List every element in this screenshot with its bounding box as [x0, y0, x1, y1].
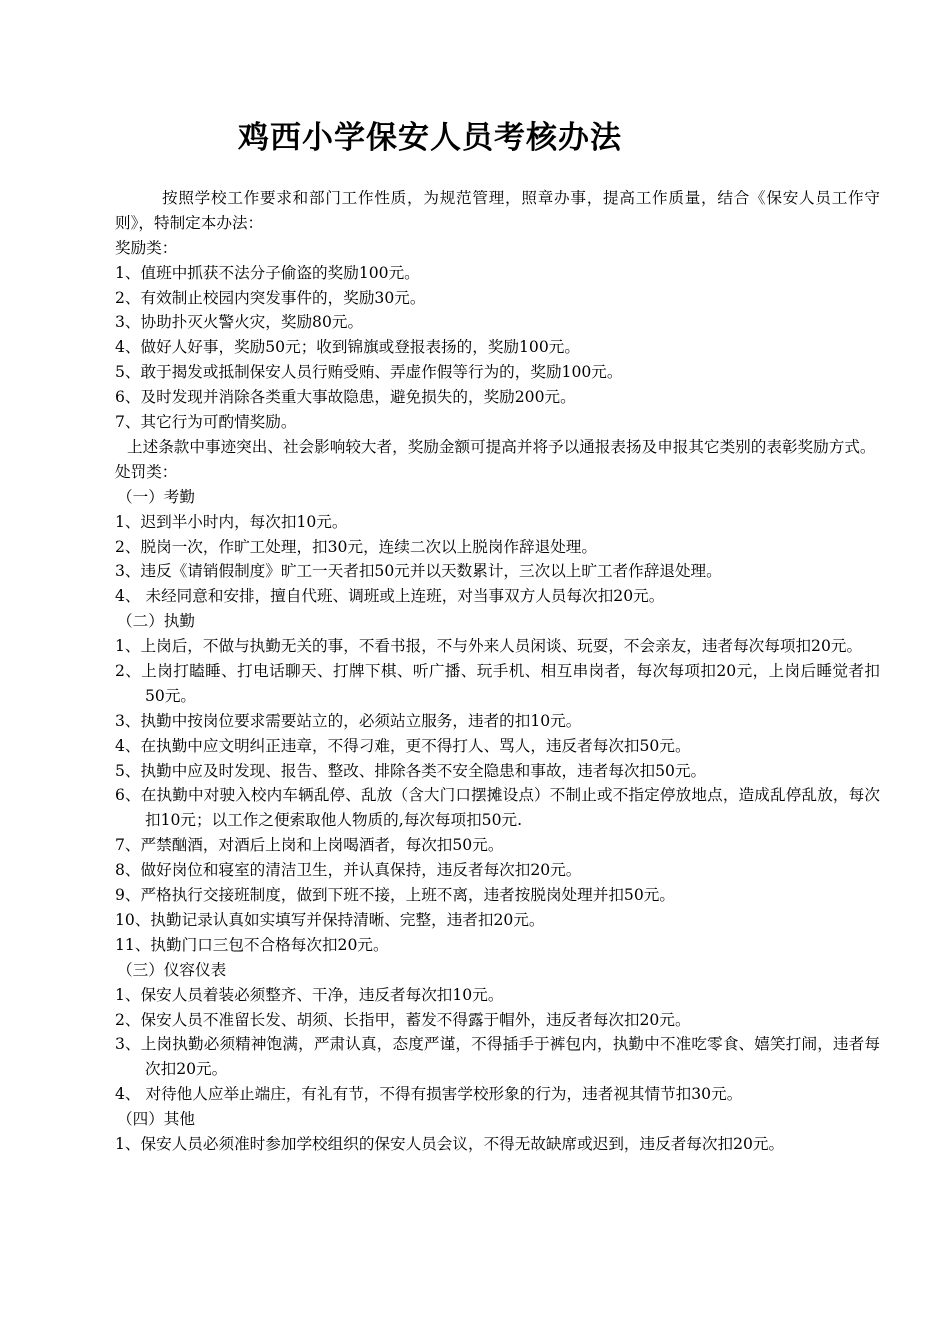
penalty-item: 3、上岗执勤必须精神饱满，严肃认真，态度严谨，不得插手于裤包内，执勤中不准吃零食、嬉笑打闹，违者每次扣20元。 [115, 1035, 880, 1079]
reward-item: 5、敢于揭发或抵制保安人员行贿受贿、弄虚作假等行为的，奖励100元。 [115, 363, 623, 382]
penalty-item: 1、保安人员着装必须整齐、干净，违反者每次扣10元。 [115, 985, 504, 1004]
penalty-item: 11、执勤门口三包不合格每次扣20元。 [115, 935, 389, 954]
reward-heading: 奖励类： [115, 238, 178, 257]
penalty-item: 2、脱岗一次，作旷工处理，扣30元，连续二次以上脱岗作辞退处理。 [115, 537, 597, 556]
penalty-item: 8、做好岗位和寝室的清洁卫生，并认真保持，违反者每次扣20元。 [115, 861, 582, 880]
penalty-item: 3、执勤中按岗位要求需要站立的，必须站立服务，违者的扣10元。 [115, 711, 582, 730]
reward-item: 4、做好人好事，奖励50元；收到锦旗或登报表扬的，奖励100元。 [115, 338, 580, 357]
penalty-item: 4、在执勤中应文明纠正违章，不得刁难，更不得打人、骂人，违反者每次扣50元。 [115, 736, 691, 755]
reward-item: 1、值班中抓获不法分子偷盗的奖励100元。 [115, 263, 420, 282]
penalty-item: 10、执勤记录认真如实填写并保持清晰、完整，违者扣20元。 [115, 910, 545, 929]
penalty-item: 2、保安人员不准留长发、胡须、长指甲，蓄发不得露于帽外，违反者每次扣20元。 [115, 1010, 691, 1029]
penalty-item: 9、严格执行交接班制度，做到下班不接，上班不离，违者按脱岗处理并扣50元。 [115, 886, 675, 905]
reward-item: 7、其它行为可酌情奖励。 [115, 413, 297, 432]
penalty-item: 2、上岗打瞌睡、打电话聊天、打牌下棋、听广播、玩手机、相互串岗者，每次每项扣20元，上岗后睡觉者扣50元。 [115, 661, 880, 705]
penalty-item: 7、严禁酗酒，对酒后上岗和上岗喝酒者，每次扣50元。 [115, 836, 504, 855]
section-title-attendance: （一）考勤 [117, 487, 195, 506]
penalty-item: 3、违反《请销假制度》旷工一天者扣50元并以天数累计，三次以上旷工者作辞退处理。 [115, 562, 722, 581]
document-title: 鸡西小学保安人员考核办法 [238, 120, 622, 156]
penalty-item: 1、保安人员必须准时参加学校组织的保安人员会议，不得无故缺席或迟到，违反者每次扣20元。 [115, 1135, 785, 1153]
penalty-item: 4、 对待他人应举止端庄，有礼有节，不得有损害学校形象的行为，违者视其情节扣30元。 [115, 1085, 743, 1104]
penalty-item: 1、迟到半小时内，每次扣10元。 [115, 512, 348, 531]
intro-paragraph: 按照学校工作要求和部门工作性质，为规范管理，照章办事，提高工作质量，结合《保安人员工作守则》，特制定本办法： [115, 189, 880, 232]
reward-note: 上述条款中事迹突出、社会影响较大者，奖励金额可提高并将予以通报表扬及申报其它类别的表彰奖励方式。 [127, 437, 876, 456]
penalty-item: 1、上岗后，不做与执勤无关的事，不看书报，不与外来人员闲谈、玩耍，不会亲友，违者每次每项扣20元。 [115, 637, 863, 656]
section-title-other: （四）其他 [117, 1110, 195, 1129]
penalty-heading: 处罚类： [115, 462, 178, 481]
document-body [115, 186, 880, 1157]
penalty-item: 5、执勤中应及时发现、报告、整改、排除各类不安全隐患和事故，违者每次扣50元。 [115, 761, 707, 780]
reward-item: 2、有效制止校园内突发事件的，奖励30元。 [115, 288, 426, 307]
penalty-item: 6、在执勤中对驶入校内车辆乱停、乱放（含大门口摆摊设点）不制止或不指定停放地点，造成乱停乱放，每次扣10元；以工作之便索取他人物质的,每次每项扣50元. [115, 786, 880, 830]
penalty-item: 4、 未经同意和安排，擅自代班、调班或上连班，对当事双方人员每次扣20元。 [115, 587, 665, 606]
reward-item: 6、及时发现并消除各类重大事故隐患，避免损失的，奖励200元。 [115, 388, 576, 407]
section-title-duty: （二）执勤 [117, 612, 195, 631]
reward-item: 3、协助扑灭火警火灾，奖励80元。 [115, 313, 364, 332]
section-title-appearance: （三）仪容仪表 [117, 960, 227, 979]
